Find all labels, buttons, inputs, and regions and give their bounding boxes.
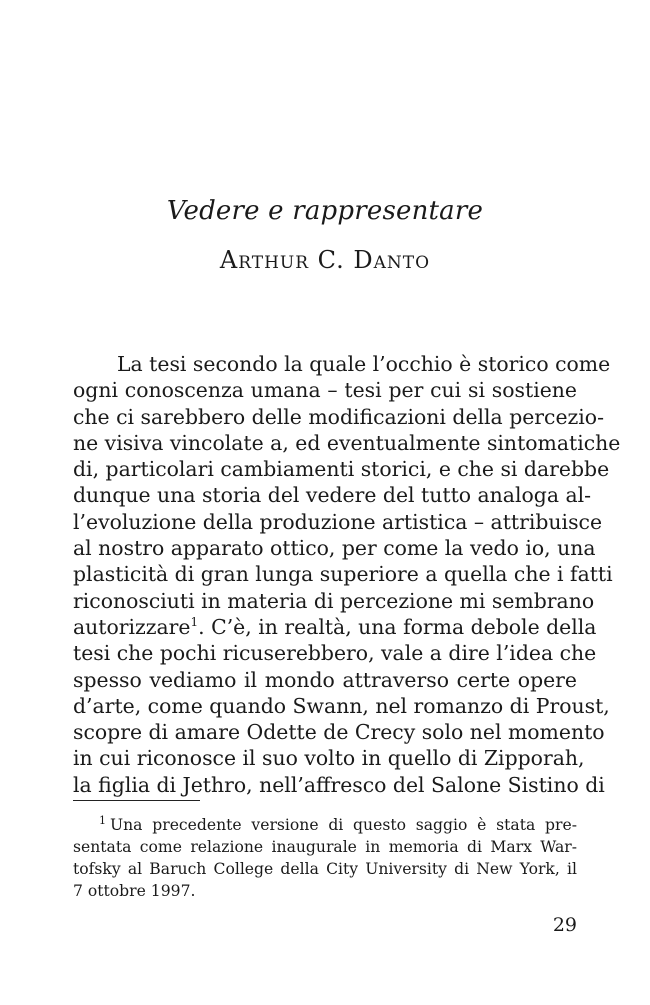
body-paragraph — [73, 351, 621, 798]
body-line-with-footnote — [73, 614, 597, 640]
footnote-marker: 1 — [99, 814, 106, 827]
footnote-line — [73, 814, 577, 836]
body-line: scopre di amare Odette de Crecy solo nel momento — [73, 720, 605, 745]
footnote-divider — [73, 800, 200, 801]
body-line: l’evoluzione della produzione artistica – attribuisce — [73, 509, 603, 534]
footnote-reference[interactable]: 1 — [190, 614, 199, 629]
body-line: la figlia di Jethro, nell’affresco del Salone Sistino di — [73, 772, 605, 797]
body-line: che ci sarebbero delle modificazioni della percezio- — [73, 404, 604, 429]
body-line: plasticità di gran lunga superiore a quella che i fatti — [73, 562, 613, 587]
body-line: dunque una storia del vedere del tutto analoga al- — [73, 483, 592, 508]
body-line-start: autorizzare — [73, 614, 191, 639]
body-line: ne visiva vincolate a, ed eventualmente sintomatiche — [73, 430, 621, 455]
footnote-text: Una precedente versione di questo saggio è stata pre- — [110, 816, 577, 834]
article-author: Arthur C. Danto — [219, 246, 431, 274]
page-number: 29 — [552, 914, 577, 936]
footnote — [73, 814, 577, 902]
body-line: in cui riconosce il suo volto in quello di Zipporah, — [73, 746, 585, 771]
footnote-line: 7 ottobre 1997. — [73, 882, 196, 900]
body-line: di, particolari cambiamenti storici, e che si darebbe — [73, 457, 610, 482]
footnote-line: tofsky al Baruch College della City University di New York, il — [73, 860, 577, 878]
footnote-line: sentata come relazione inaugurale in memoria di Marx War- — [73, 838, 577, 856]
body-line: La tesi secondo la quale l’occhio è storico come — [117, 352, 611, 376]
body-line: al nostro apparato ottico, per come la vedo io, una — [73, 536, 596, 561]
body-line: ogni conoscenza umana – tesi per cui si sostiene — [73, 378, 577, 403]
body-line-end: . C’è, in realtà, una forma debole della — [198, 614, 597, 639]
body-line: spesso vediamo il mondo attraverso certe opere — [73, 667, 577, 692]
article-title: Vedere e rappresentare — [166, 196, 484, 226]
body-line: d’arte, come quando Swann, nel romanzo di Proust, — [73, 693, 610, 718]
body-line: riconosciuti in materia di percezione mi sembrano — [73, 588, 595, 613]
body-line: tesi che pochi ricuserebbero, vale a dire l’idea che — [73, 641, 597, 666]
